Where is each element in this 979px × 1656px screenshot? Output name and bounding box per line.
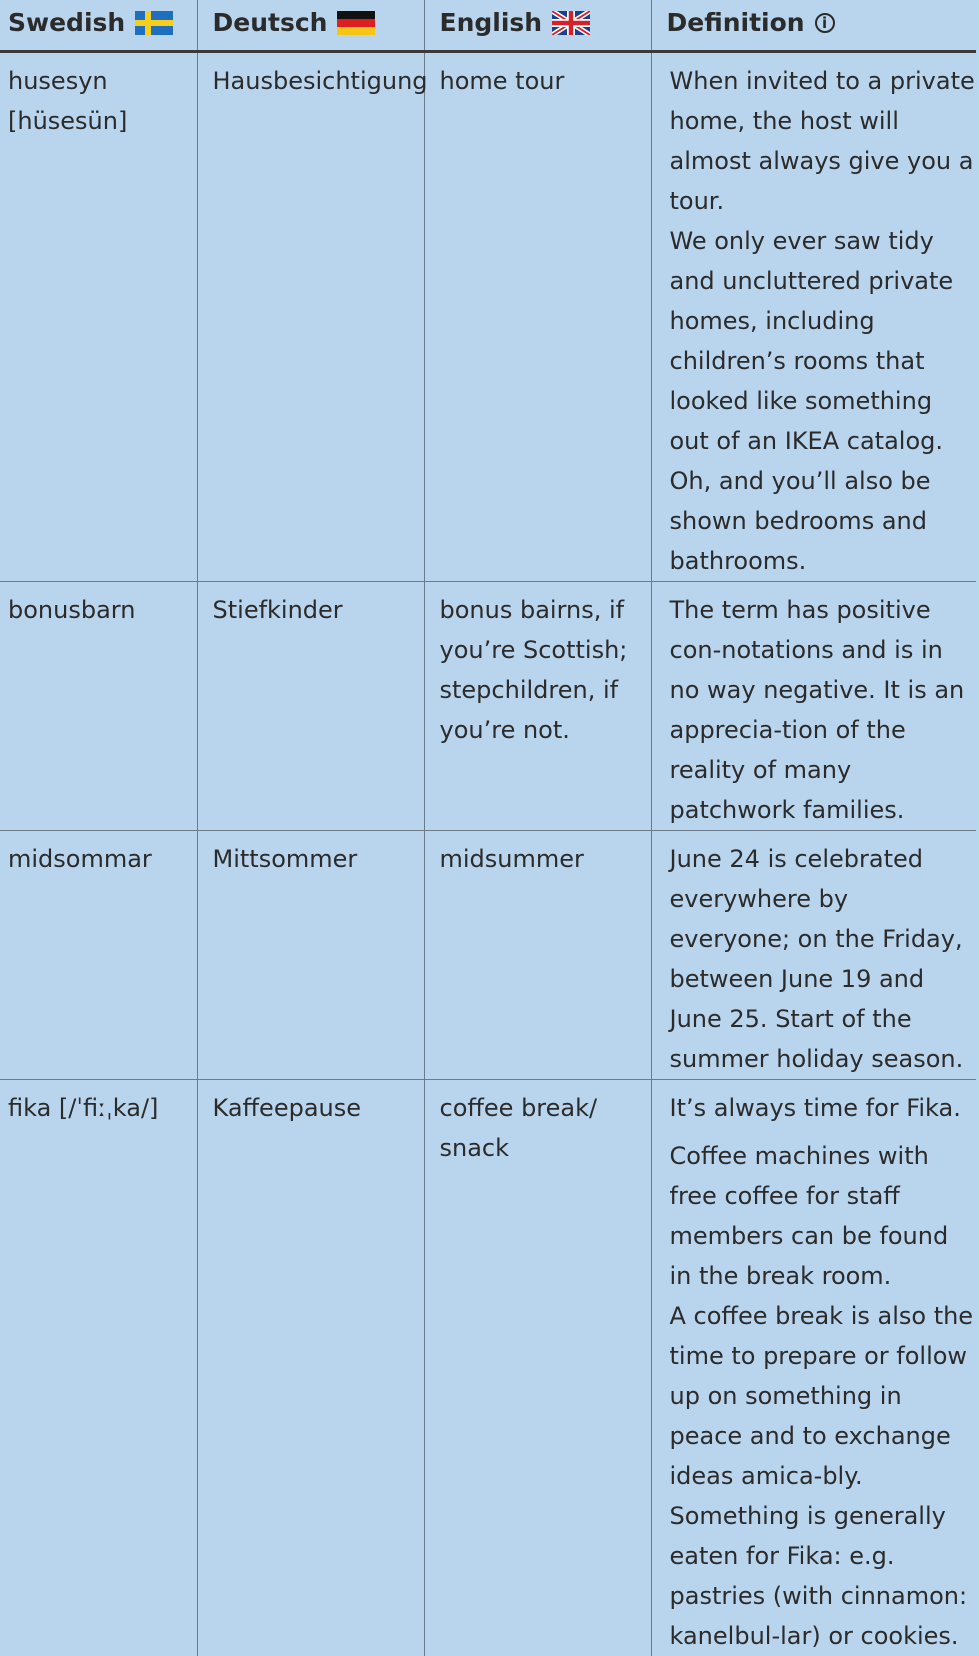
swedish-pronunciation: [hüsesün] — [8, 101, 197, 141]
table-row — [0, 52, 976, 582]
header-deutsch — [197, 0, 424, 52]
english-line: coffee break/ — [440, 1088, 651, 1128]
table-row — [0, 582, 976, 831]
cell-definition — [651, 831, 976, 1080]
header-deutsch-label: Deutsch — [213, 0, 328, 46]
definition-paragraph: The term has positive con-notations and is in no way negative. It is an apprecia-tion of the reality of many patchwork families. — [670, 590, 977, 830]
definition-paragraph: June 24 is celebrated everywhere by everyone; on the Friday, between June 19 and June 25. Start of the summer holiday season. — [670, 839, 977, 1079]
german-term: Kaffeepause — [213, 1094, 362, 1122]
cell-definition — [651, 582, 976, 831]
cell-definition — [651, 1080, 976, 1656]
cell-deutsch — [197, 52, 424, 582]
header-english — [424, 0, 651, 52]
german-term: Hausbesichtigung — [213, 67, 428, 95]
header-definition-label: Definition — [667, 0, 805, 46]
swedish-term: midsommar — [8, 839, 197, 879]
cell-swedish — [0, 52, 197, 582]
table-row — [0, 1080, 976, 1656]
cell-swedish — [0, 582, 197, 831]
swedish-term: fika [/ˈfiːˌka/] — [8, 1088, 197, 1128]
english-term: home tour — [440, 61, 651, 101]
definition-paragraph: When invited to a private home, the host will almost always give you a tour. — [670, 61, 977, 221]
swedish-flag-icon — [135, 11, 173, 35]
cell-english — [424, 582, 651, 831]
definition-paragraph: A coffee break is also the time to prepare or follow up on something in peace and to exchange ideas amica-bly. Something is generally eaten for Fika: e.g. pastries (with cinnamon: kanelbul-lar) or cookies. — [670, 1296, 977, 1656]
german-flag-icon — [337, 11, 375, 35]
german-term: Stiefkinder — [213, 596, 343, 624]
swedish-term: husesyn — [8, 61, 197, 101]
header-definition — [651, 0, 976, 52]
cell-swedish — [0, 831, 197, 1080]
uk-flag-icon — [552, 11, 590, 35]
info-icon: i — [815, 13, 835, 33]
cell-deutsch — [197, 831, 424, 1080]
german-term: Mittsommer — [213, 845, 358, 873]
header-swedish — [0, 0, 197, 52]
english-line: snack — [440, 1128, 651, 1168]
cell-deutsch — [197, 582, 424, 831]
header-swedish-label: Swedish — [8, 0, 125, 46]
english-line: you’re Scottish; — [440, 630, 651, 670]
english-line: you’re not. — [440, 710, 651, 750]
cell-english — [424, 52, 651, 582]
cell-swedish — [0, 1080, 197, 1656]
english-term: midsummer — [440, 839, 651, 879]
english-line: stepchildren, if — [440, 670, 651, 710]
cell-definition — [651, 52, 976, 582]
definition-paragraph: It’s always time for Fika. — [670, 1088, 977, 1128]
table-header-row — [0, 0, 976, 52]
english-line: bonus bairns, if — [440, 590, 651, 630]
cell-deutsch — [197, 1080, 424, 1656]
table-row — [0, 831, 976, 1080]
cell-english — [424, 1080, 651, 1656]
definition-paragraph: Coffee machines with free coffee for staff members can be found in the break room. — [670, 1136, 977, 1296]
definition-paragraph: We only ever saw tidy and uncluttered private homes, including children’s rooms that looked like something out of an IKEA catalog. Oh, and you’ll also be shown bedrooms and bathrooms. — [670, 221, 977, 581]
swedish-term: bonusbarn — [8, 590, 197, 630]
cell-english — [424, 831, 651, 1080]
header-english-label: English — [440, 0, 543, 46]
